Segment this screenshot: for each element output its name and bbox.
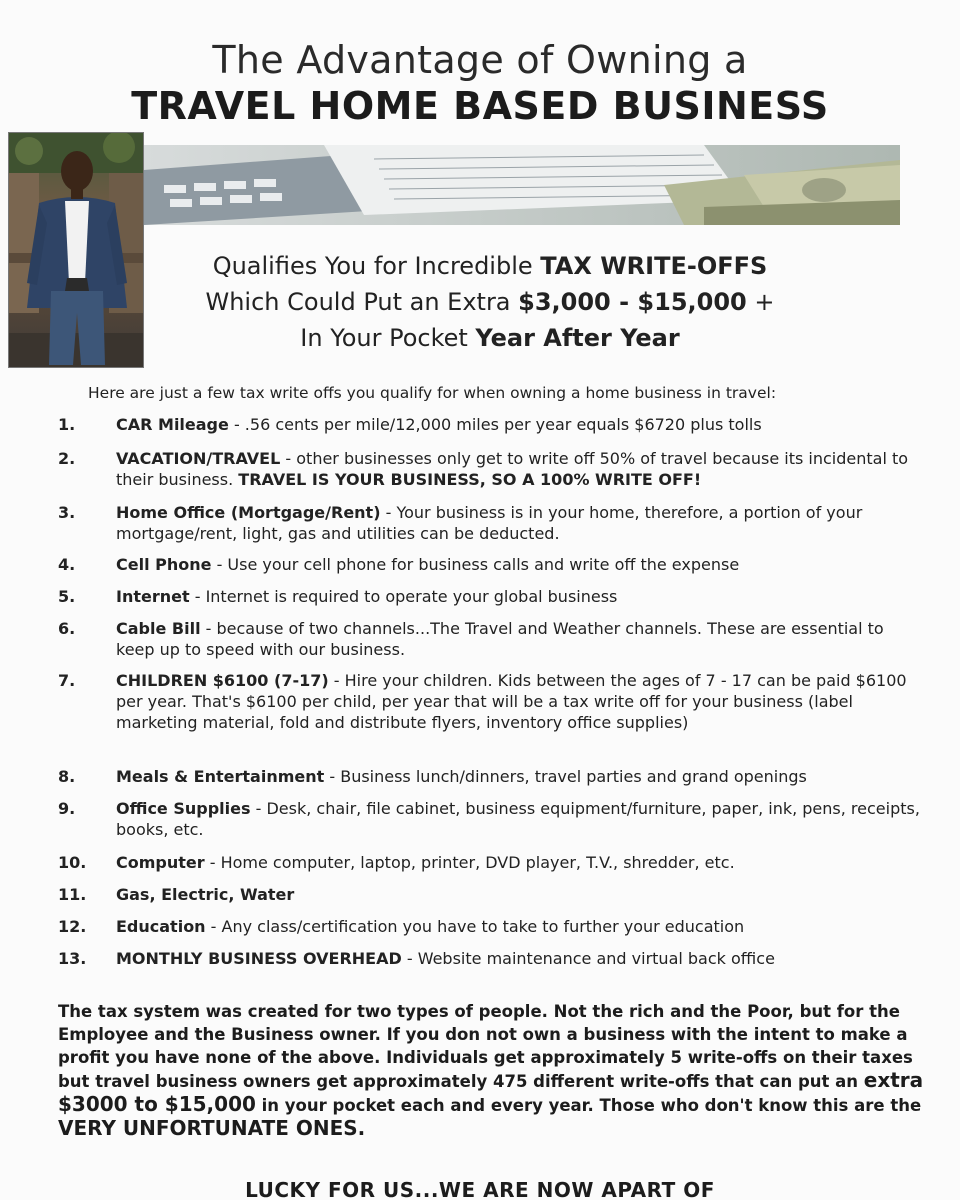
closing-paragraph: The tax system was created for two types of people. Not the rich and the Poor, but for the Employee and the Business owner. If you don not own a business with the intent to make a profit you have none of the above. Individuals get approximately 5 write-offs on their taxes but travel business owners get approximately 475 different write-offs that can put an extra $3000 to $15,000 in your pocket each and every year. Those who don't know this are the VERY UNFORTUNATE ONES. [58, 1002, 924, 1140]
portrait-photo [8, 132, 144, 368]
tax-forms-banner-image [144, 145, 900, 225]
footer-text: LUCKY FOR US...WE ARE NOW APART OF [245, 1178, 715, 1200]
title-line-2: TRAVEL HOME BASED BUSINESS [131, 84, 829, 128]
title-line-1: The Advantage of Owning a [212, 38, 748, 82]
intro-text: Here are just a few tax write offs you qualify for when owning a home business in travel: [88, 384, 777, 402]
headline: Qualifies You for Incredible TAX WRITE-OFFS Which Could Put an Extra $3,000 - $15,000 + In Your Pocket Year After Year [205, 252, 775, 352]
